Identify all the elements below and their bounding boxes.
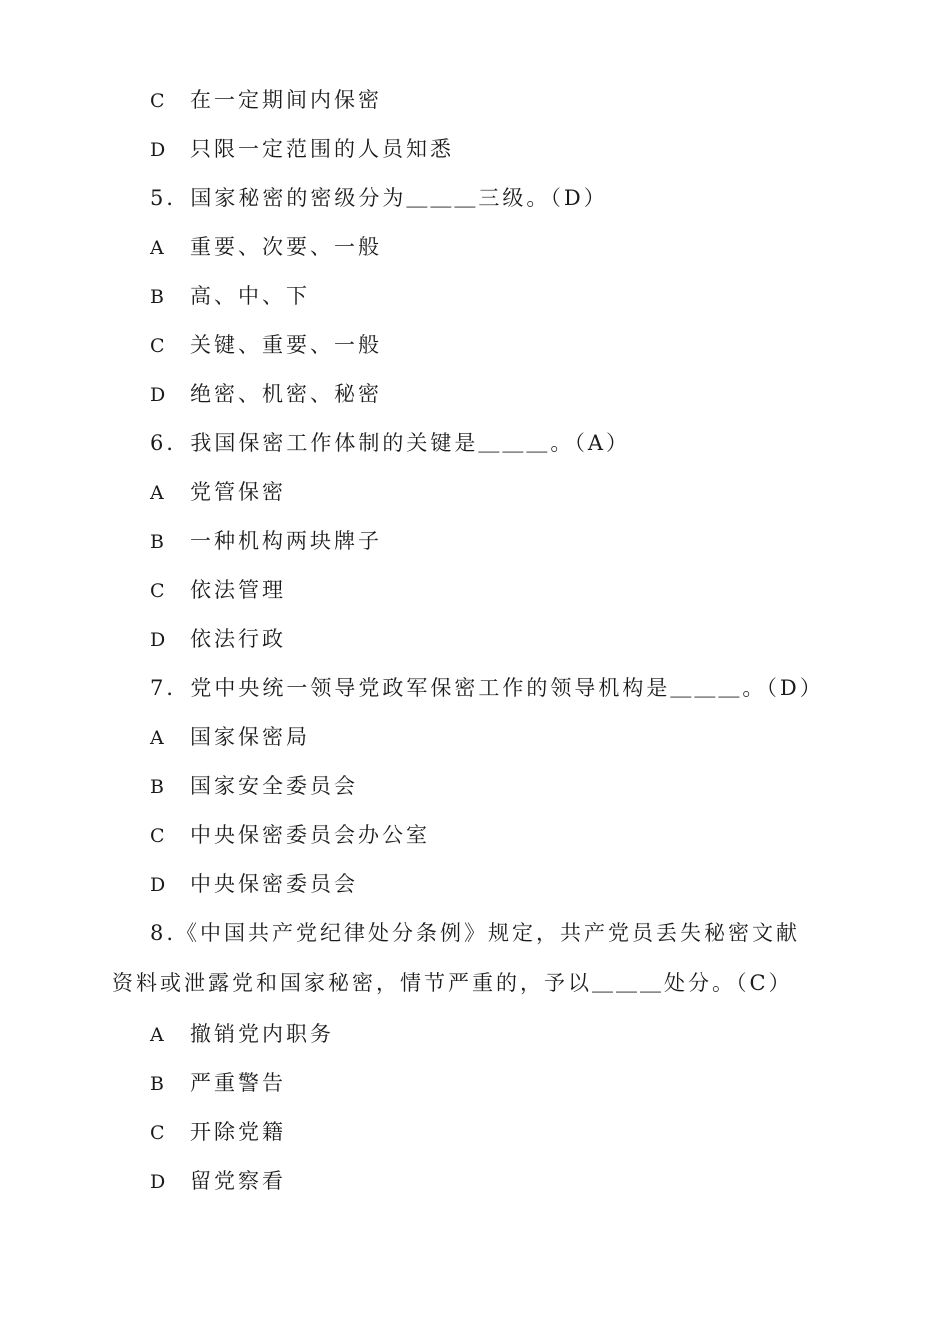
question-8-option-c (150, 1117, 286, 1148)
question-8-option-a (150, 1019, 334, 1050)
option-text: 重要、次要、一般 (190, 235, 382, 259)
option-letter: B (150, 531, 164, 553)
option-letter: C (150, 90, 165, 112)
question-5-option-b (150, 281, 310, 312)
question-6-option-c (150, 575, 286, 606)
option-text: 中央保密委员会办公室 (190, 823, 430, 847)
option-letter: C (150, 825, 165, 847)
option-text: 国家安全委员会 (190, 774, 358, 798)
question-7-stem: 7．党中央统一领导党政军保密工作的领导机构是＿＿＿。（D） (150, 676, 824, 700)
question-8-option-b (150, 1068, 286, 1099)
option-letter: C (150, 335, 165, 357)
option-letter: A (150, 482, 164, 504)
question-5-stem: 5．国家秘密的密级分为＿＿＿三级。（D） (150, 186, 608, 210)
option-text: 依法管理 (190, 578, 286, 602)
option-letter: A (150, 1024, 164, 1046)
question-4-option-d (150, 134, 454, 165)
option-text: 党管保密 (190, 480, 286, 504)
option-letter: C (150, 1122, 165, 1144)
question-7-option-d (150, 869, 358, 900)
option-letter: D (150, 384, 166, 406)
option-text: 留党察看 (190, 1169, 286, 1193)
question-7-option-a (150, 722, 310, 753)
question-6-stem: 6．我国保密工作体制的关键是＿＿＿。（A） (150, 431, 631, 455)
option-letter: B (150, 776, 164, 798)
option-letter: D (150, 139, 166, 161)
option-letter: D (150, 874, 166, 896)
question-8-stem-line-1: 8.《中国共产党纪律处分条例》规定，共产党员丢失秘密文献 (150, 921, 801, 945)
option-letter: C (150, 580, 165, 602)
option-letter: B (150, 1073, 164, 1095)
question-6-option-d (150, 624, 286, 655)
option-text: 高、中、下 (190, 284, 310, 308)
question-8-option-d (150, 1166, 286, 1197)
option-text: 在一定期间内保密 (190, 88, 382, 112)
option-letter: B (150, 286, 164, 308)
question-6-option-b (150, 526, 382, 557)
option-text: 依法行政 (190, 627, 286, 651)
option-text: 开除党籍 (190, 1120, 286, 1144)
option-text: 只限一定范围的人员知悉 (190, 137, 454, 161)
question-5-option-c (150, 330, 382, 361)
option-letter: D (150, 629, 166, 651)
option-text: 撤销党内职务 (190, 1022, 334, 1046)
option-text: 关键、重要、一般 (190, 333, 382, 357)
option-text: 严重警告 (190, 1071, 286, 1095)
option-text: 中央保密委员会 (190, 872, 358, 896)
question-6-option-a (150, 477, 286, 508)
question-8-stem-line-2: 资料或泄露党和国家秘密，情节严重的，予以＿＿＿处分。（C） (112, 971, 793, 995)
option-text: 绝密、机密、秘密 (190, 382, 382, 406)
option-text: 一种机构两块牌子 (190, 529, 382, 553)
question-5-option-d (150, 379, 382, 410)
option-letter: A (150, 237, 164, 259)
question-5-option-a (150, 232, 382, 263)
option-text: 国家保密局 (190, 725, 310, 749)
option-letter: A (150, 727, 164, 749)
question-7-option-c (150, 820, 430, 851)
question-4-option-c (150, 85, 382, 116)
question-7-option-b (150, 771, 358, 802)
option-letter: D (150, 1171, 166, 1193)
